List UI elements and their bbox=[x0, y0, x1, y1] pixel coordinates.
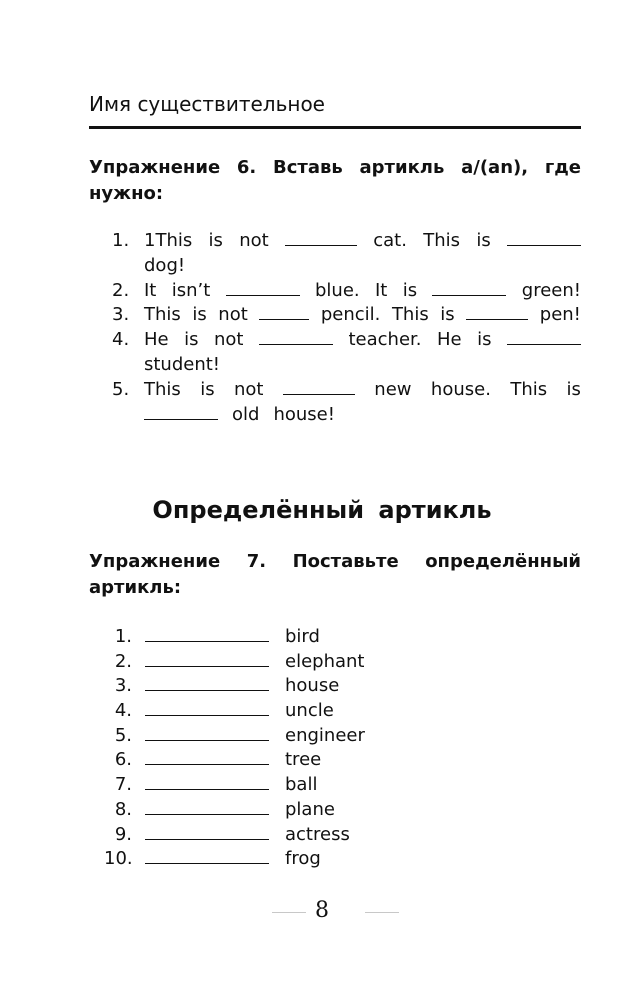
item-line bbox=[144, 229, 581, 254]
item-text bbox=[144, 229, 581, 279]
answer-blank bbox=[145, 624, 269, 642]
exercise-7-item bbox=[104, 846, 365, 871]
exercise-7-item bbox=[104, 747, 365, 772]
item-word: is bbox=[566, 378, 581, 400]
item-word: teacher. bbox=[348, 329, 422, 351]
answer-blank bbox=[145, 747, 269, 765]
answer-blank bbox=[259, 304, 309, 320]
item-word: uncle bbox=[285, 700, 334, 722]
exercise-6-list bbox=[112, 229, 581, 427]
item-word: not bbox=[239, 230, 269, 251]
item-word: engineer bbox=[285, 724, 365, 746]
item-number: 4. bbox=[114, 700, 132, 722]
item-text bbox=[144, 328, 581, 378]
item-number: 5. bbox=[114, 724, 132, 746]
answer-blank bbox=[226, 280, 300, 296]
item-number: 7. bbox=[114, 774, 132, 796]
item-word: is bbox=[402, 279, 418, 301]
answer-blank bbox=[144, 404, 218, 420]
answer-blank bbox=[432, 280, 506, 296]
item-word: is bbox=[440, 304, 455, 326]
exercise-6-item bbox=[112, 279, 581, 304]
item-line bbox=[144, 378, 581, 403]
item-word: is bbox=[184, 329, 199, 351]
answer-blank bbox=[283, 379, 355, 395]
item-word: This bbox=[391, 304, 429, 326]
exercise-6-heading bbox=[89, 155, 581, 207]
answer-blank bbox=[145, 723, 269, 741]
heading-word: 6. bbox=[236, 157, 257, 178]
item-number: 1. bbox=[112, 230, 130, 251]
exercise-7-item bbox=[104, 698, 365, 723]
answer-blank bbox=[145, 822, 269, 840]
item-line bbox=[144, 353, 581, 378]
heading-word: артикль bbox=[359, 157, 445, 178]
item-word: plane bbox=[285, 798, 335, 820]
item-line bbox=[144, 279, 581, 304]
item-word: cat. bbox=[373, 230, 407, 251]
answer-blank bbox=[145, 772, 269, 790]
item-word: This bbox=[423, 230, 461, 251]
answer-blank bbox=[145, 649, 269, 667]
item-text bbox=[144, 279, 581, 304]
item-line bbox=[144, 303, 581, 328]
item-word: student! bbox=[144, 353, 221, 375]
item-word: This bbox=[144, 304, 181, 326]
item-text bbox=[144, 303, 581, 328]
item-word: old bbox=[232, 403, 260, 425]
exercise-7-heading bbox=[89, 549, 581, 601]
page-number: 8 bbox=[315, 898, 329, 923]
answer-blank bbox=[466, 304, 528, 320]
item-word: bird bbox=[285, 626, 320, 647]
item-word: actress bbox=[285, 823, 350, 845]
exercise-7-item bbox=[104, 649, 365, 674]
heading-word: Вставь bbox=[273, 157, 343, 178]
exercise-7-item bbox=[104, 772, 365, 797]
item-word: house! bbox=[273, 403, 335, 425]
exercise-7-list bbox=[104, 624, 365, 871]
item-word: house. bbox=[430, 378, 491, 400]
item-word: blue. bbox=[314, 279, 360, 301]
answer-blank bbox=[145, 673, 269, 691]
item-line bbox=[144, 403, 581, 428]
item-word: It bbox=[144, 279, 157, 301]
item-word: This bbox=[144, 378, 181, 400]
item-word: He bbox=[144, 329, 169, 351]
item-word: isn’t bbox=[171, 279, 211, 301]
item-word: is bbox=[477, 329, 492, 351]
heading-word: Поставьте bbox=[292, 551, 399, 572]
item-line bbox=[144, 254, 581, 279]
item-number: 9. bbox=[114, 823, 132, 845]
item-word: This bbox=[510, 378, 548, 400]
heading-word: где bbox=[544, 157, 581, 178]
item-word: It bbox=[374, 279, 388, 301]
exercise-7-item bbox=[104, 822, 365, 847]
exercise-6-heading-line2: нужно: bbox=[89, 183, 164, 204]
item-word: pencil. bbox=[320, 304, 381, 326]
item-word: pen! bbox=[539, 304, 581, 326]
exercise-7-item bbox=[104, 624, 365, 649]
answer-blank bbox=[507, 329, 581, 345]
item-word: not bbox=[218, 304, 248, 326]
page-number-right-rule bbox=[365, 912, 399, 913]
heading-word: определённый bbox=[425, 551, 581, 572]
item-word: 1This bbox=[144, 230, 193, 251]
answer-blank bbox=[259, 329, 333, 345]
answer-blank bbox=[145, 846, 269, 864]
item-word: house bbox=[285, 675, 340, 697]
item-word: ball bbox=[285, 774, 318, 796]
item-word: is bbox=[476, 230, 491, 251]
item-word: not bbox=[214, 329, 244, 351]
item-number: 4. bbox=[112, 329, 130, 351]
item-word: is bbox=[208, 230, 223, 251]
exercise-7-item bbox=[104, 673, 365, 698]
item-word: not bbox=[234, 378, 264, 400]
item-number: 2. bbox=[112, 279, 130, 301]
heading-word: 7. bbox=[246, 551, 267, 572]
item-word: is bbox=[200, 378, 215, 400]
item-word: elephant bbox=[285, 650, 365, 672]
exercise-6-item bbox=[112, 328, 581, 378]
item-number: 3. bbox=[112, 304, 130, 326]
item-number: 6. bbox=[114, 749, 132, 771]
item-text bbox=[144, 378, 581, 428]
item-number: 8. bbox=[114, 798, 132, 820]
item-number: 5. bbox=[112, 378, 130, 400]
exercise-6-item bbox=[112, 378, 581, 428]
item-line bbox=[144, 328, 581, 353]
exercise-6-item bbox=[112, 229, 581, 279]
item-number: 3. bbox=[114, 675, 132, 697]
item-word: He bbox=[437, 329, 462, 351]
exercise-7-item bbox=[104, 797, 365, 822]
item-word: green! bbox=[521, 279, 581, 301]
item-word: new bbox=[374, 378, 412, 400]
item-word: is bbox=[192, 304, 207, 326]
section-title: Определённый артикль bbox=[152, 496, 492, 524]
item-number: 1. bbox=[114, 626, 132, 647]
item-word: tree bbox=[285, 749, 322, 771]
header-rule bbox=[89, 126, 581, 129]
heading-word: a/(an), bbox=[461, 157, 529, 178]
exercise-6-item bbox=[112, 303, 581, 328]
exercise-7-heading-line2: артикль: bbox=[89, 577, 182, 598]
item-word: dog! bbox=[144, 254, 186, 276]
answer-blank bbox=[145, 698, 269, 716]
heading-word: Упражнение bbox=[89, 157, 221, 178]
heading-word: Упражнение bbox=[89, 551, 221, 572]
answer-blank bbox=[145, 797, 269, 815]
item-number: 2. bbox=[114, 650, 132, 672]
exercise-7-item bbox=[104, 723, 365, 748]
item-word: frog bbox=[285, 848, 321, 870]
running-header: Имя существительное bbox=[89, 92, 325, 116]
item-number: 10. bbox=[104, 848, 133, 870]
answer-blank bbox=[285, 230, 357, 246]
answer-blank bbox=[507, 230, 581, 246]
